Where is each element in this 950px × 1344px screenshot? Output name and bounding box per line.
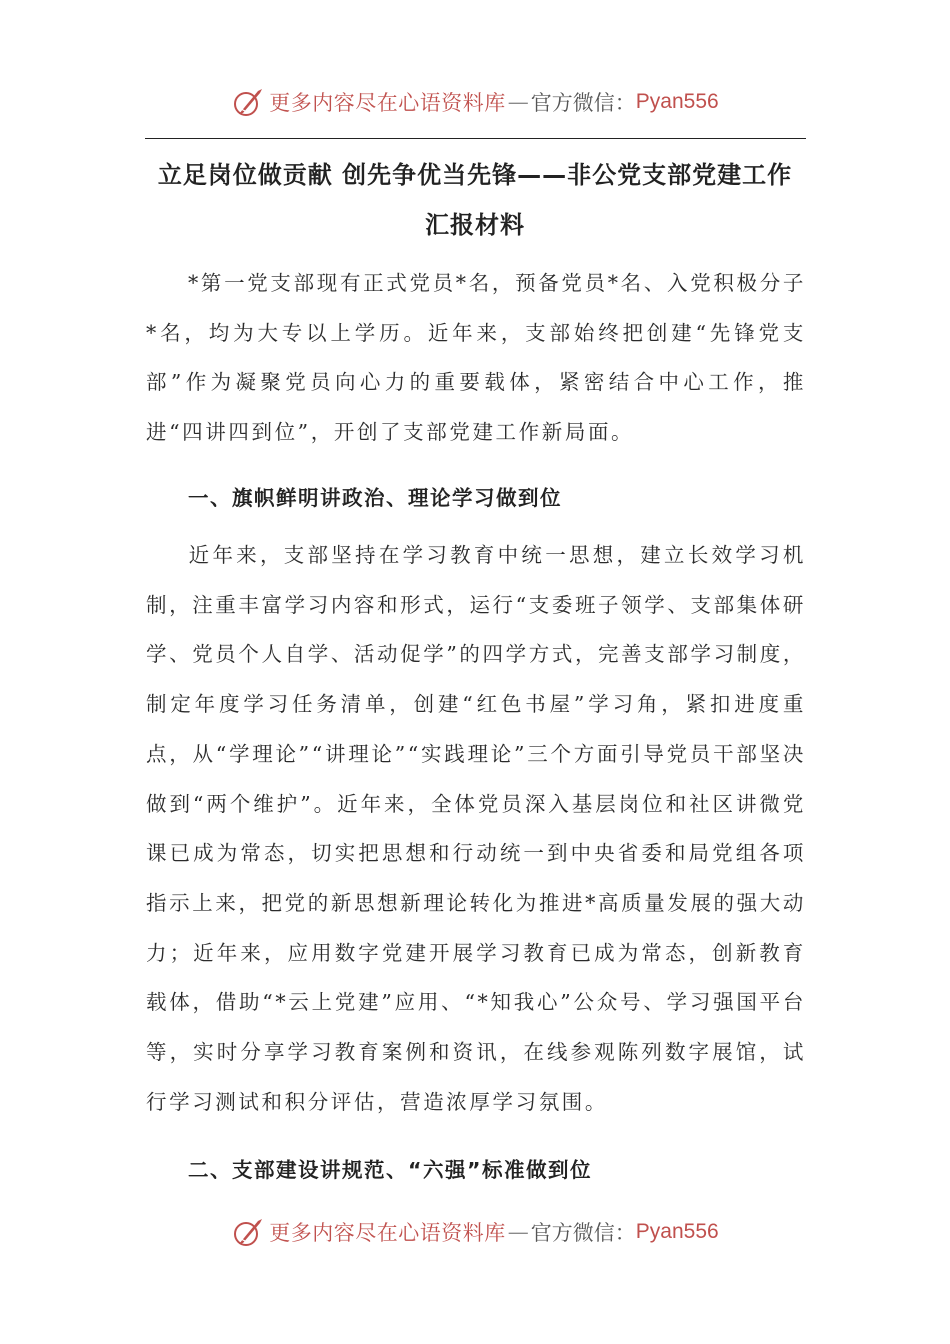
quill-pen-logo-icon	[231, 1215, 265, 1249]
section-heading-1: 一、旗帜鲜明讲政治、理论学习做到位	[188, 486, 562, 510]
banner-wechat-id: Pyan556	[635, 90, 719, 113]
paragraph-intro	[146, 259, 806, 458]
header-rule	[145, 138, 806, 139]
banner-wechat-id: Pyan556	[635, 1220, 719, 1243]
banner-wechat-label: 官方微信：	[530, 1221, 636, 1245]
section-heading-2: 二、支部建设讲规范、“六强”标准做到位	[188, 1158, 592, 1182]
paragraph-section-1	[146, 531, 806, 1127]
banner-text: 更多内容尽在心语资料库	[269, 1221, 506, 1245]
paragraph-intro-text: *第一党支部现有正式党员*名，预备党员*名、入党积极分子*名，均为大专以上学历。近年来，支部始终把创建“先锋党支部”作为凝聚党员向心力的重要载体，紧密结合中心工作，推进“四讲四到位”，开创了支部党建工作新局面。	[146, 271, 806, 445]
paragraph-section-1-text: 近年来，支部坚持在学习教育中统一思想，建立长效学习机制，注重丰富学习内容和形式，运行“支委班子领学、支部集体研学、党员个人自学、活动促学”的四学方式，完善支部学习制度，制定年度学习任务清单，创建“红色书屋”学习角，紧扣进度重点，从“学理论”“讲理论”“实践理论”三个方面引导党员干部坚决做到“两个维护”。近年来，全体党员深入基层岗位和社区讲微党课已成为常态，切实把思想和行动统一到中央省委和局党组各项指示上来，把党的新思想新理论转化为推进*高质量发展的强大动力；近年来，应用数字党建开展学习教育已成为常态，创新教育载体，借助“*云上党建”应用、“*知我心”公众号、学习强国平台等，实时分享学习教育案例和资讯，在线参观陈列数字展馆，试行学习测试和积分评估，营造浓厚学习氛围。	[146, 543, 806, 1114]
header-banner	[0, 82, 950, 122]
footer-banner	[0, 1212, 950, 1252]
document-title-line-2: 汇报材料	[425, 211, 525, 239]
quill-pen-logo-icon	[231, 85, 265, 119]
banner-separator: —	[507, 1220, 529, 1244]
banner-wechat-label: 官方微信：	[530, 91, 636, 115]
banner-separator: —	[507, 90, 529, 114]
document-title-line-1: 立足岗位做贡献 创先争优当先锋——非公党支部党建工作	[157, 161, 793, 189]
banner-text: 更多内容尽在心语资料库	[269, 91, 506, 115]
